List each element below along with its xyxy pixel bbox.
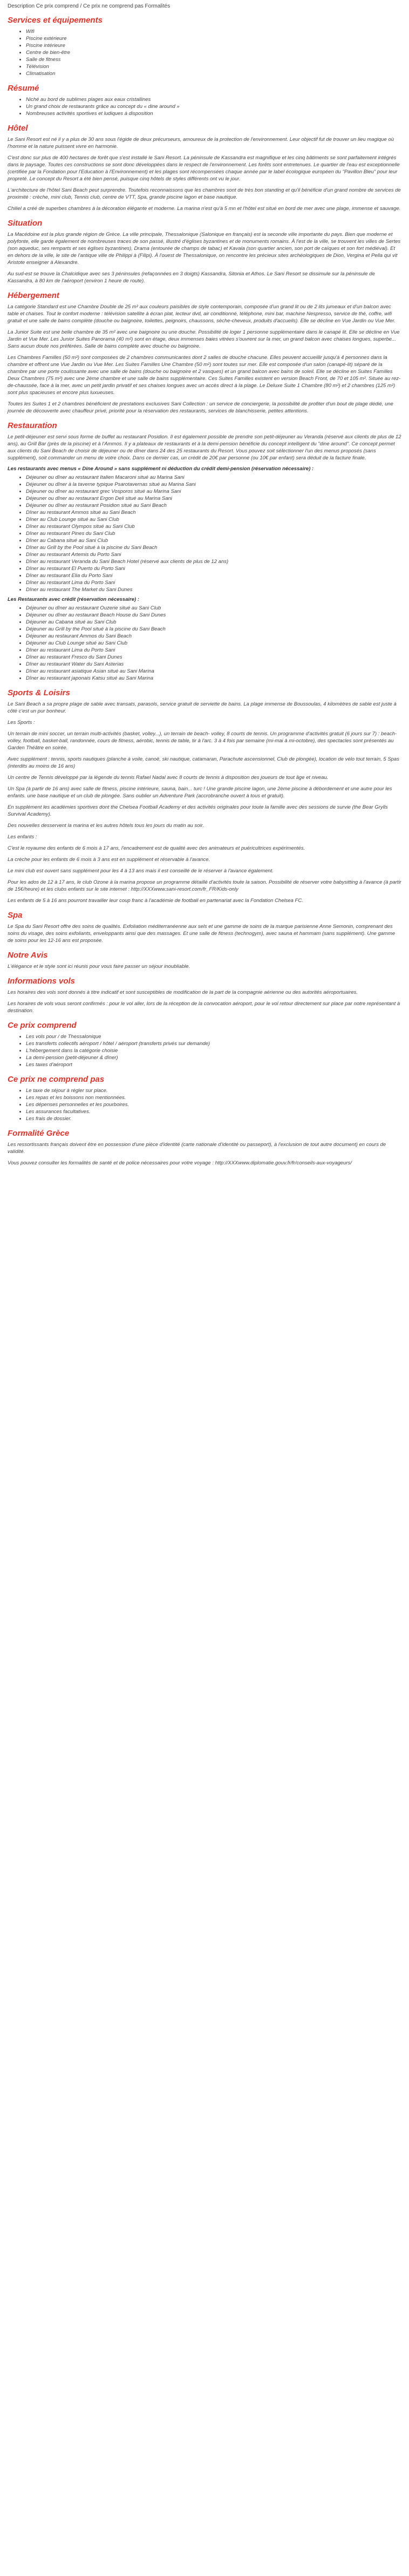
paragraph: L'architecture de l'hôtel Sani Beach peut surprendre. Toutefois reconnaissons que les chambres sont de très bon standing et qu'il bénéficie d'un grand nombre de services de proximité : crèche, mini club, Tennis club, centre de VTT, Spa, grande piscine lagon et base nautique.: [8, 187, 401, 200]
hebergement-title: Hébergement: [8, 291, 59, 300]
page: [0, 0, 409, 1182]
list-item: • Dîner au restaurant Pines du Sani Club: [26, 530, 401, 537]
comprend-list: [8, 1033, 401, 1068]
list-item: • Déjeuner ou dîner au restaurant grec Vosporos situé au Marina Sani: [26, 488, 401, 495]
restauration-section: [8, 421, 401, 682]
hotel-paragraphs: [8, 136, 401, 212]
paragraph: En supplément les académies sportives dont the Chelsea Football Academy et des activités originales pour toute la famille avec des sessions de survie (the Bear Grylls Survival Academy).: [8, 804, 388, 817]
paragraph: L'élégance et le style sont ici réunis pour vous faire passer un séjour inoubliable.: [8, 964, 190, 970]
list-item: • Dîner au restaurant Ammos situé au Sani Beach: [26, 509, 401, 516]
paragraph: Les Chambres Familles (50 m²) sont composées de 2 chambres communicantes dont 2 salles de douche chacune. Elles peuvent accueillir jusqu'à 4 personnes dans la chambre et offrent une Vue Jardin ou Vue Mer. Les Suites Familles Une Chambre (50 m²) sont toutes sur mer. Elle est composée d'un salon (canapé-lit) séparé de la chambre par une porte coulissante avec une salle de bains (douche ou baignoire et 2 vasques) et un grand balcon avec bains de soleil. Elle se décline en Suites Familles Deux Chambres (75 m²) avec une 2ème chambre et une salle de bains supplémentaire. Ces Suites Familles existent en version Beach Front, de 70 et 105 m². Située au rez-de-chaussée, face à la mer, avec un petit jardin privatif et ses chaises longues avec un accès direct à la plage. Le Deluxe Suite 1 Chambre (80 m²) et 2 chambres (125 m²) sont plus spacieuses et encore plus luxueuses.: [8, 355, 401, 396]
spa-section: [8, 911, 401, 944]
paragraph: Avec supplément : tennis, sports nautiques (planche à voile, canoë, ski nautique, catamaran, Parachute ascensionnel, Club de plongée), location de vélo tout terrain, 5 Spas (interdits au moins de 16 ans): [8, 756, 399, 769]
ne-comprend-title: Ce prix ne comprend pas: [8, 1075, 105, 1084]
list-item: • Dîner au Cabana situé au Sani Club: [26, 537, 401, 544]
services-section: [8, 16, 401, 77]
list-item: • Les vols pour / de Thessalonique: [26, 1033, 401, 1040]
paragraph: Les enfants :: [8, 834, 37, 840]
services-title: Services et équipements: [8, 16, 103, 25]
paragraph: Le Sani Beach a sa propre plage de sable avec transats, parasols, service gratuit de serviette de bains. La plage immense de Boussoulas, 4 kilomètres de sable est juste à côté c'est un pur bonheur.: [8, 701, 397, 714]
paragraph: Les horaires des vols sont donnés à titre indicatif et sont susceptibles de modification de la part de la compagnie aérienne ou des autorités aéroportuaires.: [8, 989, 358, 995]
sports-title: Sports & Loisirs: [8, 688, 70, 697]
paragraph: Des nouvelles desservent la marina et les autres hôtels tous les jours du matin au soir.: [8, 823, 204, 829]
paragraph: Les Sports :: [8, 720, 35, 726]
list-item: • Les frais de dossier.: [26, 1115, 401, 1122]
paragraph: Le mini club est ouvert sans supplément pour les 4 à 13 ans mais il est conseillé de le réserver à l'avance également.: [8, 868, 274, 874]
list-item: • Dîner au restaurant Olympos situé au Sani Club: [26, 523, 401, 530]
spa-paragraphs: [8, 923, 401, 944]
paragraph: C'est le royaume des enfants de 6 mois à 17 ans, l'encadrement est de qualité avec des animateurs et puéricultrices expérimentés.: [8, 845, 305, 851]
infos-paragraphs: [8, 989, 401, 1014]
paragraph: La Junior Suite est une belle chambre de 35 m² avec une baignoire ou une douche. Possibilité de loger 1 personne supplémentaire dans le canapé lit. Elle se décline en Vue Jardin et Vue Mer. Les Junior Suites Panorama (40 m²) sont en étage, deux immenses baies vitrées s'ouvrent sur la mer, un grand balcon avec chaises longues, superbe... Sans aucun doute nos préférées. Salle de bains complète avec douche ou baignoire.: [8, 329, 400, 349]
paragraph: C'est donc sur plus de 400 hectares de forêt que s'est installé le Sani Resort. La péninsule de Kassandra est magnifique et les cinq bâtiments se sont parfaitement intégrés dans le paysage. Toutes ces constructions se sont donc développées dans le respect de l'environnement. Les forêts sont entretenues. Le quartier de l'eau est exceptionnelle (certifiée par la Fondation pour l'Education à l'Environnement) et les plages sont récompensées chaque année par le label écologique européen du "Pavillon Bleu" pour leur propreté. Le concept du Resort a été bien pensé, puisque cinq hôtels de styles différents ont vu le jour.: [8, 155, 400, 182]
list-item: • Dîner au restaurant asiatique Asian situé au Sani Marina: [26, 668, 401, 675]
description-line: Description Ce prix comprend / Ce prix ne comprend pas Formalités: [8, 3, 171, 9]
list-item: • Dîner au restaurant Elia du Porto Sani: [26, 572, 401, 579]
note-title: Notre Avis: [8, 951, 48, 960]
paragraph: La catégorie Standard est une Chambre Double de 25 m² aux couleurs paisibles de style contemporain, composée d'un grand lit ou de 2 lits jumeaux et d'un balcon avec table et chaises. Tout le confort moderne : télévision satellite à écran plat, lecteur dvd, air conditionné, téléphone, mini bar, machine Nespresso, service de thé, coffre, wifi gratuit et une salle de bains complète (douche ou baignoire, toilettes, peignoirs, chaussons, sèche-cheveux, produits d'accueils). Elle se décline en Vue Jardin ou Vue Mer.: [8, 304, 396, 324]
list-item: • Dîner au restaurant japonais Katsu situé au Sani Marina: [26, 675, 401, 682]
list-item: • Déjeuner ou dîner au restaurant Ergon Deli situé au Marina Sani: [26, 495, 401, 502]
formalites-section: [8, 1129, 401, 1167]
hebergement-section: [8, 291, 401, 415]
hebergement-paragraphs: [8, 303, 401, 415]
list-item: • Les transferts collectifs aéroport / hôtel / aéroport (transferts privés sur demande): [26, 1040, 401, 1047]
list-item: • Un grand choix de restaurants grâce au concept du « dine around »: [26, 103, 401, 110]
list-item: • Déjeuner ou dîner au restaurant Beach House du Sani Dunes: [26, 612, 401, 619]
formalites-paragraphs: [8, 1141, 401, 1167]
restauration-title: Restauration: [8, 421, 57, 430]
list-item: • Niché au bord de sublimes plages aux eaux cristallines: [26, 96, 401, 103]
paragraph: Pour les ados de 12 à 17 ans, le club Ozone à la marina propose un programme détaillé d'activités toute la saison. Possibilité de réserver votre babysitting à l'avance (à partir de 15€/heure) et les clubs enfants sur le site internet : http://XXXwww.sani-resort.com/fr_FR/Kids-only: [8, 879, 401, 892]
paragraph: Vous pouvez consulter les formalités de santé et de police nécessaires pour votre voyage : http://XXXwww.diplomatie.gouv.fr/fr/conseils-aux-voyageurs/: [8, 1160, 352, 1166]
formalites-title: Formalité Grèce: [8, 1129, 70, 1138]
situation-paragraphs: [8, 231, 401, 284]
situation-title: Situation: [8, 219, 43, 228]
paragraph: La Macédoine est la plus grande région de Grèce. La ville principale, Thessalonique (Salonique en français) est la seconde ville importante du pays. Bien que moderne et polyfonte, elle garde également de nombreuses traces de son passé, illustré d'églises byzantines et de monuments romains. À l'est de la ville, se trouvent les villes de Sertes (son aqueduc, ses remparts et ses églises byzantines), Drama (entourée de champs de tabac) et Kavala (son quartier ancien, son port de caïques et son fort médiéval). Et en dehors de la ville, le site de l'antique ville de Philippi à (Filipi). À l'ouest de Thessalonique, on rencontre les précieux sites archéologiques de Dion, Vergina et Pella qui vit Aristote enseigner à Alexandre.: [8, 232, 401, 266]
list-item: • Les dépenses personnelles et les pourboires.: [26, 1101, 401, 1108]
hotel-section: [8, 124, 401, 212]
list-item: • Nombreuses activités sportives et ludiques à disposition: [26, 110, 401, 117]
services-list: [8, 28, 401, 77]
paragraph: La crèche pour les enfants de 6 mois à 3 ans est en supplément et réservable à l'avance.: [8, 857, 210, 863]
paragraph: Chiliel a créé de superbes chambres à la décoration élégante et moderne. La marina n'est qu'à 5 mn et l'hôtel est situé en bord de mer avec une plage, immense et sauvage.: [8, 206, 401, 212]
list-item: • Piscine extérieure: [26, 35, 401, 42]
paragraph: Les ressortissants français doivent être en possession d'une pièce d'identité (carte nationale d'identité ou passeport), à l'exclusion de tout autre document) en cours de validité.: [8, 1142, 386, 1155]
paragraph: Un Spa (à partir de 16 ans) avec salle de fitness, piscine intérieure, sauna, bain... turc ! Une grande piscine lagon, une 2ème piscine à débordement et une autre pour les enfants. une base nautique et un club de plongée. Sans oublier un Adventure Park (accrobranche ouvert à tous et gratuit).: [8, 786, 392, 799]
restaurants-list2-label: Les Restaurants avec crédit (réservation nécessaire) :: [8, 596, 139, 602]
note-paragraphs: [8, 963, 401, 970]
sports-paragraphs: [8, 701, 401, 904]
restaurants-list2: [8, 605, 401, 682]
list-item: • Déjeuner au Club Lounge situé au Sani Club: [26, 640, 401, 647]
list-item: • Déjeuner ou dîner à la taverne typique Psarotavernas situé au Marina Sani: [26, 481, 401, 488]
sports-section: [8, 688, 401, 904]
ne-comprend-section: [8, 1075, 401, 1122]
list-item: • La demi-pension (petit-déjeuner & dîner): [26, 1054, 401, 1061]
restaurants-list1: [8, 474, 401, 593]
list-item: • Les taxes d'aéroport: [26, 1061, 401, 1068]
list-item: • Télévision: [26, 63, 401, 70]
list-item: • Les assurances facultatives.: [26, 1108, 401, 1115]
list-item: • Déjeuner ou dîner au restaurant Ouzerie situé au Sani Club: [26, 605, 401, 612]
resume-title: Résumé: [8, 84, 39, 93]
restauration-paragraphs: [8, 433, 401, 462]
list-item: • Dîner au restaurant Artemis du Porto Sani: [26, 551, 401, 558]
paragraph: Un terrain de mini soccer, un terrain multi-activités (basket, volley...), un terrain de beach- volley, 8 courts de tennis. Un programme d'activités gratuit (6 jours sur 7) : beach-volley, football, basket-ball, randonnée, cours de fitness, aérobic, tennis de table, tir à l'arc. 3 à 4 fois par semaine (mi-mai à mi-octobre), des spectacles sont présentés au Garden Théâtre en soirée.: [8, 731, 397, 751]
ne-comprend-list: [8, 1087, 401, 1122]
list-item: • Déjeuner ou dîner au restaurant Posidion situé au Sani Beach: [26, 502, 401, 509]
spa-title: Spa: [8, 911, 23, 920]
paragraph: Au sud-est se trouve la Chalcidique avec ses 3 péninsules (refaçonnées en 3 doigts) Kassandra, Sitonia et Athos. Le Sani Resort se dissimule sur la péninsule de Kassandra, à 80 km de l'aéroport (environ 1 heure de route).: [8, 271, 375, 284]
comprend-section: [8, 1021, 401, 1068]
resume-section: [8, 84, 401, 117]
note-section: [8, 951, 401, 970]
list-item: • L'hébergement dans la catégorie choisie: [26, 1047, 401, 1054]
list-item: • Dîner au restaurant Lima du Porto Sani: [26, 579, 401, 586]
list-item: • Dîner au restaurant Water du Sani Asterias: [26, 661, 401, 668]
paragraph: Le Sani Resort est né il y a plus de 30 ans sous l'égide de deux précurseurs, amoureux de la protection de l'environnement. Leur objectif fut de trouver un lieu magique où l'homme et la nature puissent vivre en harmonie.: [8, 137, 394, 150]
list-item: • Dîner au restaurant Veranda du Sani Beach Hotel (réservé aux clients de plus de 12 ans): [26, 558, 401, 565]
hotel-title: Hôtel: [8, 124, 28, 133]
list-item: • Déjeuner au Cabana situé au Sani Club: [26, 619, 401, 626]
paragraph: Un centre de Tennis développé par la légende du tennis Rafael Nadal avec 8 courts de tennis à disposition des joueurs de tout âge et niveau.: [8, 775, 329, 781]
list-item: • Dîner au Club Lounge situé au Sani Club: [26, 516, 401, 523]
list-item: • Déjeuner au restaurant Ammos du Sani Beach: [26, 633, 401, 640]
paragraph: Les enfants de 5 à 16 ans pourront travailler leur coup franc à l'académie de football en partenariat avec la Fondation Chelsea FC.: [8, 898, 303, 904]
infos-title: Informations vols: [8, 977, 76, 986]
list-item: • Centre de bien-être: [26, 49, 401, 56]
paragraph: Le Spa du Sani Resort offre des soins de qualités. Exfoliation méditerranéenne aux sels et une gamme de soins de la marque parisienne Anne Semonin, comprenant des soins du visage, des soins exfoliants, enveloppants ainsi que des massages. Et une salle de fitness (technogym), avec sauna et hammam (sans supplément). Une gamme de soins pour les 12-16 ans est proposée.: [8, 924, 396, 944]
list-item: • Climatisation: [26, 70, 401, 77]
restaurants-list1-label: Les restaurants avec menus « Dine Around » sans supplément ni déduction du crédit demi-pension (réservation nécessaire) :: [8, 466, 314, 472]
list-item: • Dîner au restaurant Fresco du Sani Dunes: [26, 654, 401, 661]
list-item: • Wifi: [26, 28, 401, 35]
list-item: • Déjeuner ou dîner au restaurant Italien Macaroni situé au Marina Sani: [26, 474, 401, 481]
paragraph: Toutes les Suites 1 et 2 chambres bénéficient de prestations exclusives Sani Collection : un service de conciergerie, la possibilité de profiter d'un bout de plage dédié, une journée de découverte avec chauffeur privé, priorité pour la réservation des restaurants, services de blanchisserie, petites attentions.: [8, 401, 393, 414]
paragraph: Les horaires de vols vous seront confirmés : pour le vol aller, lors de la réception de la convocation aéroport, pour le vol retour directement sur place par notre représentant à destination.: [8, 1001, 400, 1014]
list-item: • Piscine intérieure: [26, 42, 401, 49]
list-item: • Dîner au restaurant The Market du Sani Dunes: [26, 586, 401, 593]
list-item: • Les repas et les boissons non mentionnées.: [26, 1094, 401, 1101]
comprend-title: Ce prix comprend: [8, 1021, 77, 1030]
list-item: • Le taxe de séjour à régler sur place.: [26, 1087, 401, 1094]
list-item: • Salle de fitness: [26, 56, 401, 63]
situation-section: [8, 219, 401, 284]
paragraph: Le petit-déjeuner est servi sous forme de buffet au restaurant Posidion. Il est également possible de prendre son petit-déjeuner au Veranda (réservé aux clients de plus de 12 ans), au Grill Bar (près de la piscine) et à l'Ammos. Il y a plateaux de restaurants et à la demi-pension bénéficie du concept intelligent du "dine around". Ce concept permet aux clients du Sani Beach de choisir de déjeuner ou de dîner dans 24 des 25 restaurants du Resort. Vous pouvez soit sélectionner l'un des menus proposés (sans supplément), soit commander un menu de votre choix. Dans ce dernier cas, un crédit de 20€ par personne (ou 10€ par enfant) sera déduit de la facture finale.: [8, 434, 401, 461]
resume-list: [8, 96, 401, 117]
infos-section: [8, 977, 401, 1014]
list-item: • Dîner au restaurant Lima du Porto Sani: [26, 647, 401, 654]
list-item: • Dîner au restaurant El Puerto du Porto Sani: [26, 565, 401, 572]
list-item: • Dîner au Grill by the Pool situé à la piscine du Sani Beach: [26, 544, 401, 551]
list-item: • Déjeuner au Grill by the Pool situé à la piscine du Sani Beach: [26, 626, 401, 633]
